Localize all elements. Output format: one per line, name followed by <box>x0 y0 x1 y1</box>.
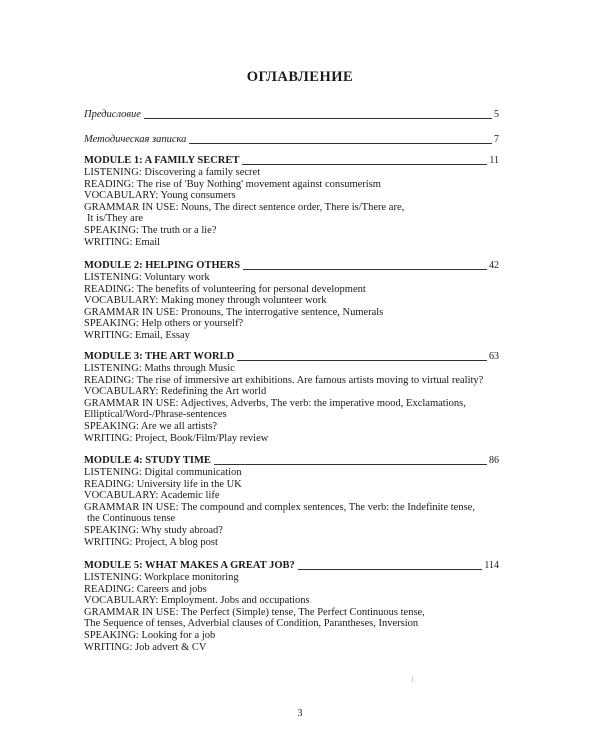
toc-leader <box>237 359 487 361</box>
module-line: READING: The rise of immersive art exhibitions. Are famous artists moving to virtual reality? <box>84 374 484 386</box>
toc-front-item-2 <box>84 134 499 146</box>
toc-leader <box>189 142 492 144</box>
module-line: READING: University life in the UK <box>84 478 242 490</box>
module-line: LISTENING: Discovering a family secret <box>84 167 261 178</box>
toc-page-number: 11 <box>489 155 499 166</box>
toc-leader <box>243 268 487 270</box>
page-number: 3 <box>297 708 303 719</box>
module-line: GRAMMAR IN USE: The compound and complex sentences, The verb: the Indefinite tense, <box>84 501 475 513</box>
module-line: LISTENING: Workplace monitoring <box>84 572 239 583</box>
module-line: VOCABULARY: Academic life <box>84 490 220 502</box>
toc-leader <box>144 117 492 119</box>
toc-module-2 <box>84 260 499 342</box>
module-line: READING: Careers and jobs <box>84 583 207 595</box>
module-line: GRAMMAR IN USE: Nouns, The direct sentence order, There is/There are, <box>84 201 405 213</box>
module-line: WRITING: Email, Essay <box>84 329 190 341</box>
toc-leader <box>242 163 487 165</box>
toc-page-number: 7 <box>494 134 499 145</box>
module-line: SPEAKING: Looking for a job <box>84 629 216 641</box>
module-line: WRITING: Job advert & CV <box>84 641 207 653</box>
module-line: WRITING: Project, A blog post <box>84 536 218 548</box>
toc-module-1 <box>84 155 499 248</box>
toc-front-label: Предисловие <box>84 109 141 120</box>
module-heading: MODULE 1: A FAMILY SECRET <box>84 155 240 166</box>
page-title: ОГЛАВЛЕНИЕ <box>246 69 354 85</box>
module-line: GRAMMAR IN USE: The Perfect (Simple) tense, The Perfect Continuous tense, <box>84 606 425 618</box>
toc-leader <box>214 463 487 465</box>
module-heading: MODULE 3: THE ART WORLD <box>84 351 235 362</box>
module-line: WRITING: Email <box>84 236 161 248</box>
module-line: the Continuous tense <box>87 513 176 525</box>
module-line: SPEAKING: Why study abroad? <box>84 524 223 536</box>
module-line: VOCABULARY: Employment. Jobs and occupations <box>84 595 310 607</box>
module-line: LISTENING: Digital communication <box>84 467 242 478</box>
module-line: The Sequence of tenses, Adverbial clauses of Condition, Parantheses, Inversion <box>84 618 419 630</box>
module-line: SPEAKING: Are we all artists? <box>84 420 217 432</box>
toc-module-3 <box>84 351 499 444</box>
toc-page-number: 42 <box>489 260 499 271</box>
module-line: WRITING: Project, Book/Film/Play review <box>84 432 269 444</box>
module-line: It is/They are <box>87 213 143 225</box>
module-line: VOCABULARY: Young consumers <box>84 190 236 202</box>
module-line: GRAMMAR IN USE: Pronouns, The interrogative sentence, Numerals <box>84 306 384 318</box>
module-line: VOCABULARY: Making money through volunteer work <box>84 295 327 307</box>
toc-module-4 <box>84 455 499 548</box>
toc-front-label: Методическая записка <box>84 134 187 145</box>
module-line: Elliptical/Word-/Phrase-sentences <box>84 409 227 421</box>
module-line: LISTENING: Maths through Music <box>84 363 235 374</box>
toc-page-number: 5 <box>494 109 499 120</box>
scan-artifact <box>412 676 413 682</box>
module-line: VOCABULARY: Redefining the Art world <box>84 386 267 398</box>
toc-front-item-1 <box>84 109 499 121</box>
toc-page-number: 63 <box>489 351 499 362</box>
toc-page-number: 86 <box>489 455 499 466</box>
module-heading: MODULE 4: STUDY TIME <box>84 455 211 466</box>
module-line: READING: The benefits of volunteering for personal development <box>84 283 366 295</box>
module-line: SPEAKING: Help others or yourself? <box>84 318 244 330</box>
toc-page-number: 114 <box>484 560 499 571</box>
module-line: READING: The rise of 'Buy Nothing' movement against consumerism <box>84 178 381 190</box>
module-line: SPEAKING: The truth or a lie? <box>84 224 217 236</box>
module-line: GRAMMAR IN USE: Adjectives, Adverbs, The verb: the imperative mood, Exclamations, <box>84 397 466 409</box>
toc-leader <box>298 568 483 570</box>
module-heading: MODULE 2: HELPING OTHERS <box>84 260 241 271</box>
module-line: LISTENING: Voluntary work <box>84 272 210 283</box>
toc-module-5 <box>84 560 499 653</box>
module-heading: MODULE 5: WHAT MAKES A GREAT JOB? <box>84 560 295 571</box>
